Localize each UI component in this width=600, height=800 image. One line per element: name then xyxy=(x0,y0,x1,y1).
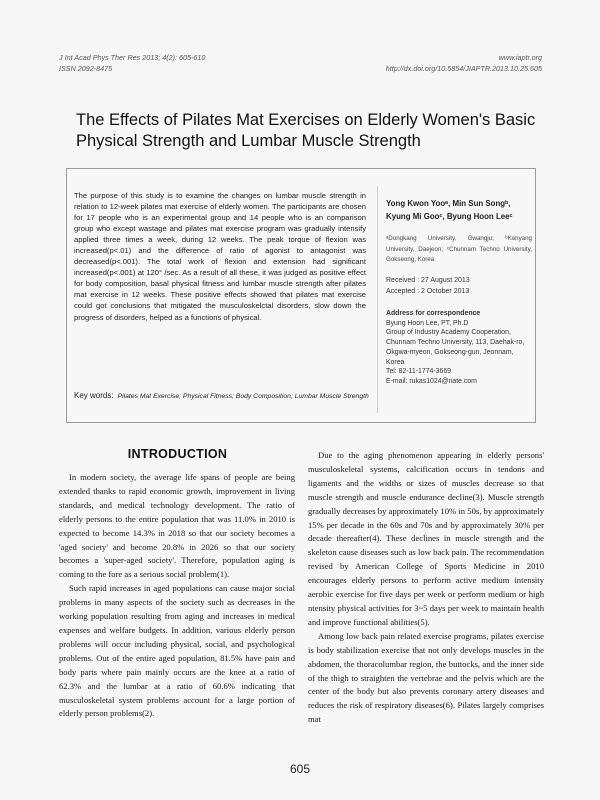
correspondence-email[interactable]: E-mail: rukas1024@nate.com xyxy=(386,377,477,385)
correspondence-heading: Address for correspondence xyxy=(386,310,481,317)
author-list xyxy=(386,198,536,223)
correspondence-address: Group of Industry Academy Cooperation, Chunnam Techno University, 113, Daehak-ro, Okgwa-myeon, Gokseong-gun, Jeonnam, Korea xyxy=(386,329,525,366)
body-column-left xyxy=(59,471,295,721)
abstract-text: The purpose of this study is to examine the changes on lumbar muscle strength in relation to 12-week pilates mat exercise of elderly women. The participants are chosen for 17 people who is an experimental group and 14 people who is an comparison group who except wastage and pilates mat exercise program was gradually intensify applied three times a week, during 12 weeks. The peak torque of flexion was increased(p<.01) and the difference of ratio of agonist to antagonist was decreased(p<.001). The total work of flexion and extension had significant increased(p<.001) at 120° /sec. As a result of all these, it was judged as positive effect for body composition, basal physical fitness and lumbar muscle strength after pilates mat exercise in 12 weeks. These positive effects showed that pilates mat exercise could got conclusions that mitigated the musculoskelctal disorders, slow down the progress of disorders, helped as a functions of physical. xyxy=(74,191,366,322)
paragraph: Among low back pain related exercise programs, pilates exercise is body stabilization exercise that not only develops muscles in the abdomen, the thoracolumbar region, the buttocks, and the inner side of the thigh to straighten the vertebrae and the pelvis which are the center of the body but also prevents coronary artery diseases and reduces the risk of respiratory diseases(6). Pilates largely comprises mat xyxy=(308,630,544,725)
authors-line-1: Yong Kwon Yooᵃ, Min Sun Songᵇ, xyxy=(386,199,511,208)
correspondence-tel: Tel: 82-11-1774-3669 xyxy=(386,368,451,376)
affiliations: ᵃDongkang University, Gwangju; ᵇKonyang University, Daejeon; ᶜChunnam Techno University, Gokseong, Korea xyxy=(386,235,532,263)
doi-link[interactable]: http://dx.doi.org/10.5854/JIAPTR.2013.10.25.605 xyxy=(385,64,542,73)
website-link[interactable]: www.iaptr.org xyxy=(498,53,542,62)
page-number: 605 xyxy=(289,762,311,776)
body-column-right xyxy=(308,449,544,727)
column-divider xyxy=(377,186,378,413)
paragraph: Due to the aging phenomenon appearing in elderly persons' musculoskeletal systems, calcification occurs in tendons and ligaments and the widths or sizes of muscles decrease so that muscle strength and muscle endurance decline(3). Muscle strength gradually decreases by approximately 10% in 50s, by approximately 15% per decade in the 60s and 70s and by approximately 30% per decade thereafter(4). These declines in muscle strength and the skeleton cause diseases such as low back pain. The recommendation revised by American College of Sports Medicine in 2010 encourages elderly persons to perform active medium intensity aerobic exercise for five days per week or perform medium or high ntensity physical activities for 3~5 days per week to maintain health and improve functional abilities(5). xyxy=(308,450,544,627)
correspondence xyxy=(386,309,532,387)
paper-title: The Effects of Pilates Mat Exercises on Elderly Women's Basic Physical Strength and Lumbar Muscle Strength xyxy=(76,111,536,150)
paragraph: Such rapid increases in aged populations can cause major social problems in many aspects of the society such as decreases in the working population resulting from aging and increases in medical expenses and welfare budgets. In addition, various elderly person problems will occur including physical, social, and psychological problems. Out of the entire aged population, 81.5% have pain and body parts where pain mainly occurs are the knee at a ratio of 62.3% and the lumbar at a ratio of 60.6% indicating that musculoskeletal system problems account for a large portion of elderly person problems(2). xyxy=(59,583,295,719)
correspondence-name: Byung Hoon Lee, PT, Ph.D xyxy=(386,319,469,327)
article-dates xyxy=(386,276,532,297)
journal-citation xyxy=(59,52,205,74)
keywords xyxy=(74,392,374,403)
journal-links xyxy=(386,52,542,74)
issn-line: ISSN 2092-8475 xyxy=(59,64,113,73)
keywords-label: Key words: xyxy=(74,391,114,400)
keywords-text: Pilates Mat Exercise; Physical Fitness; Body Composition; Lumbar Muscle Strength xyxy=(117,393,369,400)
paragraph: In modern society, the average life spans of people are being extended thanks to rapid economic growth, improvement in living standards, and medical technology development. The ratio of elderly persons to the entire population that was 11.0% in 2010 is expected to become 14.3% in 2018 so that our society becomes a 'aged society' and become 20.8% in 2026 so that our society becomes a 'super-aged society'. Therefore, population aging is coming to the fore as a serious social problem(1). xyxy=(59,472,295,580)
authors-line-2: Kyung Mi Gooᶜ, Byung Hoon Leeᶜ xyxy=(386,211,513,221)
received-date: Received : 27 August 2013 xyxy=(386,277,470,284)
section-heading-introduction: INTRODUCTION xyxy=(127,447,228,461)
accepted-date: Accepted : 2 October 2013 xyxy=(386,287,470,295)
citation-line: J Int Acad Phys Ther Res 2013; 4(2): 605-610 xyxy=(59,53,206,62)
